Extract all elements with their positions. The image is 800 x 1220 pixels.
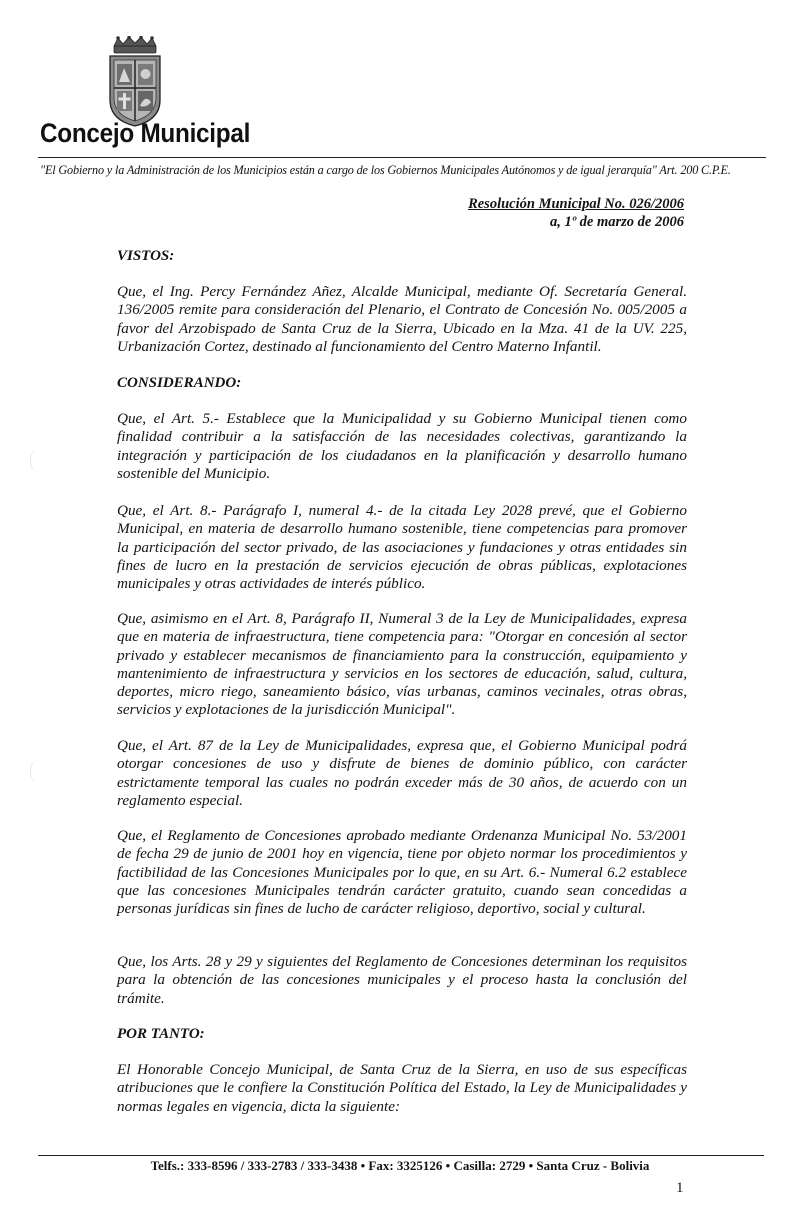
paragraph: El Honorable Concejo Municipal, de Santa Cruz de la Sierra, en uso de sus específicas atribuciones que le confiere la Constitución Política del Estado, la Ley de Municipalidades y normas legales en vigencia, dicta la siguiente:: [117, 1061, 687, 1115]
paragraph: Que, el Art. 8.- Parágrafo I, numeral 4.- de la citada Ley 2028 prevé, que el Gobierno Municipal, en materia de desarrollo humano sostenible, tiene competencias para promover la participación del sector privado, de las asociaciones y fundaciones y otras entidades sin fines de lucro en la prestación de servicios ejecución de obras públicas, explotaciones municipales y otras actividades de interés público.: [117, 502, 687, 593]
paragraph: Que, el Art. 5.- Establece que la Municipalidad y su Gobierno Municipal tienen como finalidad contribuir a la satisfacción de las necesidades colectivas, garantizando la integración y participación de los ciudadanos en la planificación y desarrollo humano sostenible del Municipio.: [117, 410, 687, 482]
paragraph: Que, asimismo en el Art. 8, Parágrafo II, Numeral 3 de la Ley de Municipalidades, expresa que en materia de infraestructura, tiene competencia para: "Otorgar en concesión al sector privado y establecer mecanismos de financiamiento para la construcción, equipamiento y mantenimiento de infraestructura y servicios en los sectores de educación, salud, cultura, deportes, micro riego, saneamiento básico, vías urbanas, caminos vecinales, otras obras, servicios y explotaciones de la jurisdicción Municipal".: [117, 610, 687, 719]
motto: "El Gobierno y la Administración de los Municipios están a cargo de los Gobiernos Municipales Autónomos y de igual jerarquía" Art. 200 C.P.E.: [40, 163, 731, 177]
paragraph: Que, el Art. 87 de la Ley de Municipalidades, expresa que, el Gobierno Municipal podrá otorgar concesiones de uso y disfrute de bienes de dominio público, con carácter estrictamente temporal las cuales no podrán exceder más de 30 años, de acuerdo con un reglamento especial.: [117, 737, 687, 809]
paragraph: Que, el Ing. Percy Fernández Añez, Alcalde Municipal, mediante Of. Secretaría General. 136/2005 remite para consideración del Plenario, el Contrato de Concesión No. 005/2005 a favor del Arzobispado de Santa Cruz de la Sierra, Ubicado en la Mza. 41 de la UV. 225, Urbanización Cortez, destinado al funcionamiento del Centro Materno Infantil.: [117, 283, 687, 355]
section-heading-por-tanto: POR TANTO:: [117, 1026, 205, 1042]
municipal-crest-icon: [106, 36, 164, 128]
punch-hole-mark: [30, 760, 45, 782]
footer-divider: [38, 1155, 764, 1156]
resolution-title: Resolución Municipal No. 026/2006: [468, 196, 684, 212]
section-heading-considerando: CONSIDERANDO:: [117, 375, 242, 391]
org-name: Concejo Municipal: [40, 118, 251, 148]
paragraph: Que, los Arts. 28 y 29 y siguientes del Reglamento de Concesiones determinan los requisitos para la obtención de las concesiones municipales y el proceso hasta la conclusión del trámite.: [117, 953, 687, 1007]
page-number: 1: [676, 1180, 684, 1196]
resolution-date: a, 1º de marzo de 2006: [549, 214, 684, 230]
section-heading-vistos: VISTOS:: [117, 248, 175, 264]
footer-contact: Telfs.: 333-8596 / 333-2783 / 333-3438 • Fax: 3325126 • Casilla: 2729 • Santa Cruz - Bolivia: [150, 1158, 650, 1173]
punch-hole-mark: [30, 450, 45, 472]
header-divider: [38, 157, 766, 158]
paragraph: Que, el Reglamento de Concesiones aprobado mediante Ordenanza Municipal No. 53/2001 de fecha 29 de junio de 2001 hoy en vigencia, tiene por objeto normar los procedimientos y factibilidad de las Concesiones Municipales por lo que, en su Art. 6.- Numeral 6.2 establece que las concesiones Municipales tendrán carácter gratuito, cuando sean concedidas a personas jurídicas sin fines de lucho de carácter religioso, deportivo, social y cultural.: [117, 827, 687, 918]
